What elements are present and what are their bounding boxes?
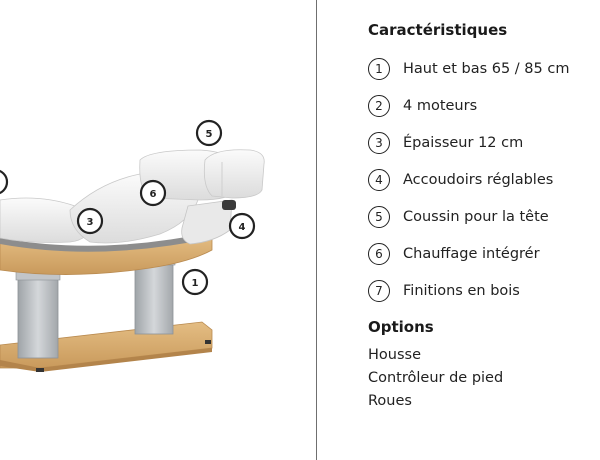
feature-label: Finitions en bois: [403, 283, 520, 299]
feature-number: 2: [368, 95, 390, 117]
callout-3-label: 3: [86, 217, 94, 228]
feature-label: Chauffage intégrér: [403, 246, 540, 262]
callout-6: [141, 181, 165, 205]
feature-label: Haut et bas 65 / 85 cm: [403, 61, 570, 77]
feature-item: [368, 279, 520, 303]
feature-item: [368, 242, 540, 266]
callout-partial: [0, 170, 7, 194]
feature-label: Coussin pour la tête: [403, 209, 549, 225]
option-item: Roues: [368, 393, 412, 409]
feature-number: 1: [368, 58, 390, 80]
callout-3: [78, 209, 102, 233]
feature-number: 4: [368, 169, 390, 191]
cushions: [0, 150, 264, 244]
feature-number: 7: [368, 280, 390, 302]
feature-label: Accoudoirs réglables: [403, 172, 554, 188]
callout-1-label: 1: [191, 278, 199, 289]
callout-4-label: 4: [238, 222, 246, 233]
feature-number: 6: [368, 243, 390, 265]
feature-number: 5: [368, 206, 390, 228]
feature-item: [368, 205, 549, 229]
callout-4: [230, 214, 254, 238]
feature-item: [368, 168, 553, 192]
spec-panel: [368, 0, 596, 460]
feature-item: [368, 94, 477, 118]
callout-1: [183, 270, 207, 294]
feature-item: [368, 57, 569, 81]
callout-5-label: 5: [205, 129, 213, 140]
callout-5: [197, 121, 221, 145]
feature-item: [368, 131, 523, 155]
feature-label: 4 moteurs: [403, 98, 478, 114]
option-item: Housse: [368, 347, 421, 363]
feature-label: Épaisseur 12 cm: [403, 135, 524, 151]
options-heading: Options: [368, 318, 434, 336]
option-item: Contrôleur de pied: [368, 370, 504, 386]
callout-6-label: 6: [149, 189, 157, 200]
vertical-divider: [316, 0, 317, 460]
feature-number: 3: [368, 132, 390, 154]
features-heading: Caractéristiques: [368, 21, 508, 39]
